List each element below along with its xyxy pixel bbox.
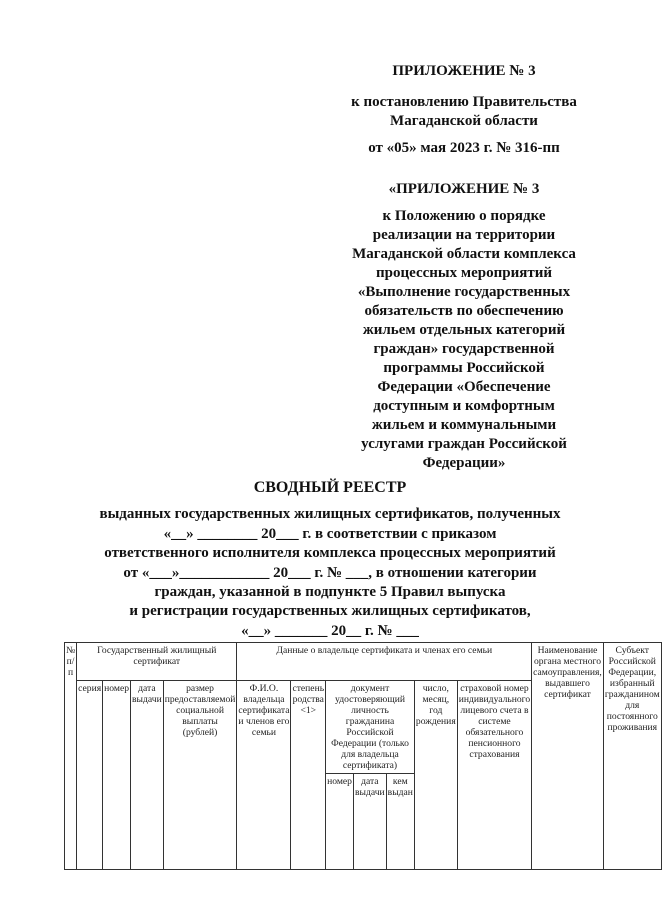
- registry-line: «__» ________ 20___ г. в соответствии с приказом: [163, 525, 497, 542]
- appendix-regulation-line: Магаданской области комплекса: [352, 246, 576, 262]
- appendix-regulation-line: обязательств по обеспечению: [364, 303, 564, 319]
- registry-heading: [60, 478, 600, 641]
- header-cert-series: серия: [77, 681, 103, 870]
- registry-title: СВОДНЫЙ РЕЕСТР: [253, 479, 407, 496]
- header-identity-document: документ удостоверяющий личность гражданина Российской Федерации (только для владельца сертификата): [326, 681, 415, 774]
- appendix-regulation-line: процессных мероприятий: [375, 265, 552, 281]
- registry-line: и регистрации государственных жилищных сертификатов,: [129, 603, 531, 620]
- header-doc-issuer: кем выдан: [386, 774, 414, 870]
- header-certificate-group: Государственный жилищный сертификат: [77, 643, 237, 681]
- header-issuing-authority: Наименование органа местного самоуправления, выдавшего сертификат: [532, 643, 604, 870]
- appendix-regulation-header: [330, 180, 598, 473]
- header-owner-kinship: степень родства <1>: [291, 681, 326, 870]
- header-doc-number: номер: [326, 774, 354, 870]
- appendix-regulation-line: жильем и коммунальными: [371, 417, 557, 433]
- appendix-decree-header: [330, 62, 598, 158]
- registry-line: граждан, указанной в подпункте 5 Правил выпуска: [154, 584, 506, 601]
- appendix-regulation-line: жильем отдельных категорий: [362, 322, 566, 338]
- header-snils: страховой номер индивидуального лицевого счета в системе обязательного пенсионного страхования: [457, 681, 531, 870]
- appendix-regulation-line: Федерации»: [422, 455, 506, 471]
- appendix-regulation-line: «Выполнение государственных: [357, 284, 571, 300]
- header-owner-group: Данные о владельце сертификата и членах его семьи: [237, 643, 532, 681]
- appendix-decree-line: Магаданской области: [390, 113, 538, 129]
- appendix-decree-date: от «05» мая 2023 г. № 316-пп: [368, 140, 560, 156]
- appendix-regulation-line: доступным и комфортным: [373, 398, 555, 414]
- appendix-regulation-line: услугами граждан Российской: [361, 436, 567, 452]
- appendix-decree-line: к постановлению Правительства: [351, 94, 577, 110]
- appendix-regulation-line: реализации на территории: [372, 227, 556, 243]
- registry-line: ответственного исполнителя комплекса процессных мероприятий: [104, 545, 556, 562]
- header-owner-name: Ф.И.О. владельца сертификата и членов его семьи: [237, 681, 291, 870]
- header-row-number: № п/п: [65, 643, 77, 870]
- registry-line: выданных государственных жилищных сертификатов, полученных: [99, 506, 561, 523]
- appendix-regulation-line: Федерации «Обеспечение: [377, 379, 551, 395]
- appendix-regulation-line: к Положению о порядке: [382, 208, 546, 224]
- header-subject-rf: Субъект Российской Федерации, избранный гражданином для постоянного проживания: [603, 643, 661, 870]
- header-cert-date: дата выдачи: [131, 681, 164, 870]
- registry-line: от «___»____________ 20___ г. № ___, в отношении категории: [123, 564, 537, 581]
- registry-table: [64, 642, 662, 870]
- appendix-regulation-line: программы Российской: [383, 360, 545, 376]
- appendix-title: «ПРИЛОЖЕНИЕ № 3: [388, 181, 540, 197]
- header-doc-date: дата выдачи: [353, 774, 386, 870]
- header-cert-number: номер: [103, 681, 131, 870]
- header-cert-amount: размер предоставляемой социальной выплаты (рублей): [163, 681, 237, 870]
- appendix-regulation-line: граждан» государственной: [373, 341, 555, 357]
- appendix-title: ПРИЛОЖЕНИЕ № 3: [392, 63, 536, 79]
- header-birth-date: число, месяц, год рождения: [414, 681, 457, 870]
- registry-line: «__» _______ 20__ г. № ___: [241, 622, 419, 639]
